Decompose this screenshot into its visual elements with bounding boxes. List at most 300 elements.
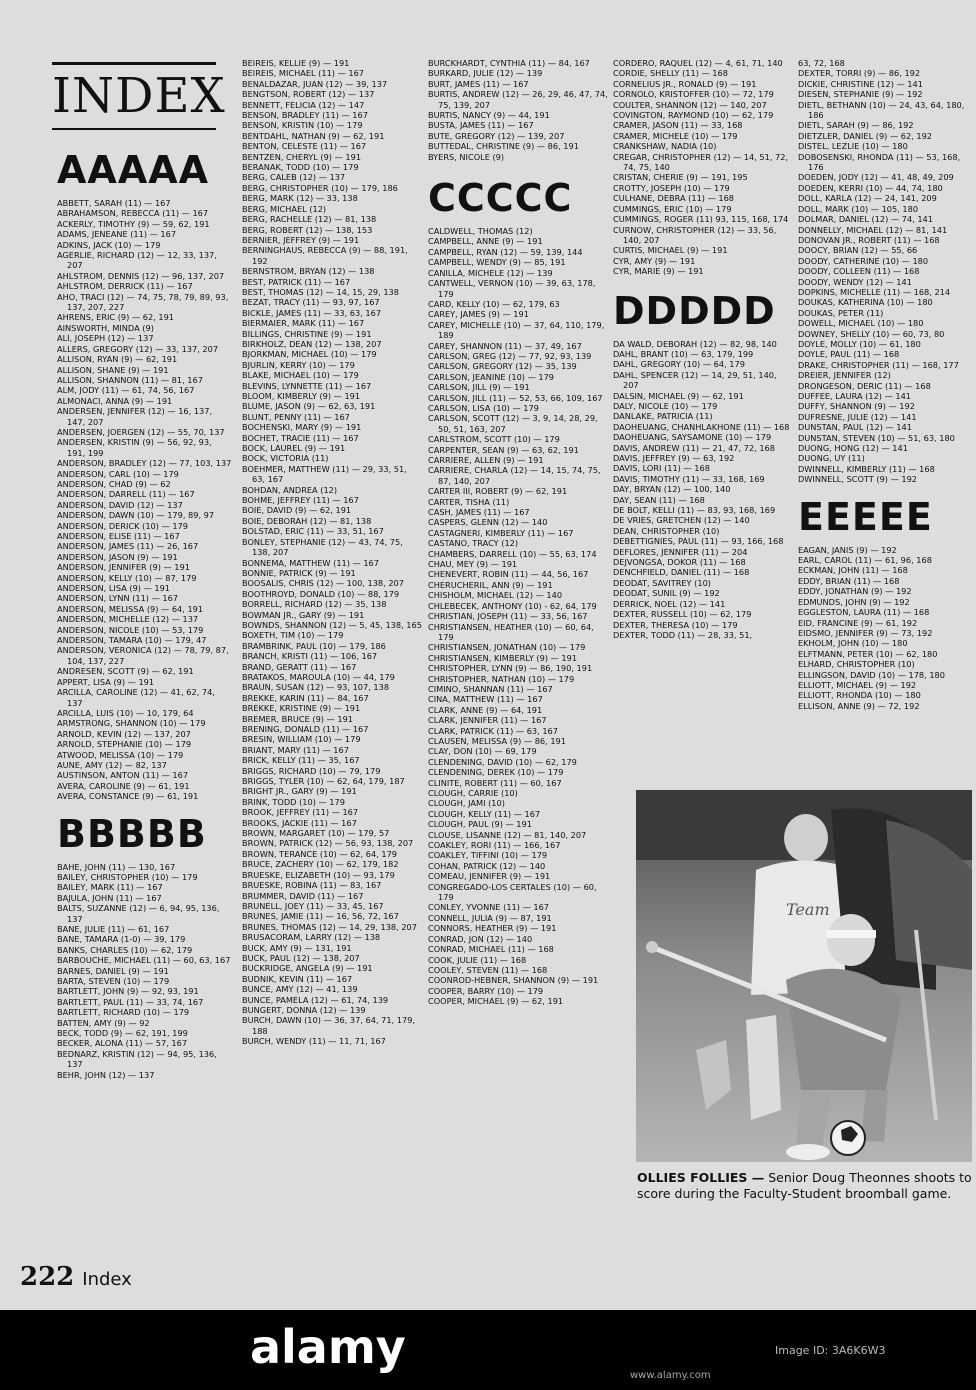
index-entry: BUNCE, AMY (12) — 41, 139 (242, 984, 358, 995)
page-number: 222 (20, 1262, 75, 1292)
index-entry: BROWN, PATRICK (12) — 56, 93, 138, 207 (242, 838, 414, 849)
index-entry: ALLERS, GREGORY (12) — 33, 137, 207 (57, 343, 219, 354)
index-entry: BUCK, PAUL (12) — 138, 207 (242, 952, 360, 963)
index-entry: BARTLETT, PAUL (11) — 33, 74, 167 (57, 996, 204, 1007)
index-entry: BURTIS, NANCY (9) — 44, 191 (428, 110, 550, 121)
index-entry: COAKLEY, RORI (11) — 166, 167 (428, 840, 561, 851)
index-entry: CHAU, MEY (9) — 191 (428, 559, 518, 570)
page-title: INDEX (52, 68, 226, 124)
index-entry: BURCH, DAWN (10) — 36, 37, 64, 71, 179, 188 (242, 1015, 416, 1036)
index-entry: BENTDAHL, NATHAN (9) — 62, 191 (242, 130, 385, 141)
index-entry: CONGREGADO-LOS CERTALES (10) — 60, 179 (428, 881, 597, 903)
index-entry: BEIREIS, KELLIE (9) — 191 (242, 58, 350, 68)
index-entry: BORRELL, RICHARD (12) — 35, 138 (242, 599, 387, 610)
index-entry: ALI, JOSEPH (12) — 137 (57, 333, 154, 344)
index-entry: BENTZEN, CHERYL (9) — 191 (242, 151, 362, 162)
index-entry: DAOHEUANG, SAYSAMONE (10) — 179 (613, 432, 772, 443)
index-entry: BJURLIN, KERRY (10) — 179 (242, 359, 355, 370)
index-entry: DE VRIES, GRETCHEN (12) — 140 (613, 515, 750, 526)
index-entry: CLOUGH, PAUL (9) — 191 (428, 819, 532, 830)
watermark-url: www.alamy.com (630, 1370, 711, 1381)
index-entry: BERG, ROBERT (12) — 138, 153 (242, 224, 373, 235)
index-entry: CARPENTER, SEAN (9) — 63, 62, 191 (428, 444, 579, 455)
index-entry: ANDERSON, NICOLE (10) — 53, 179 (57, 624, 204, 635)
index-entry: DOLL, KARLA (12) — 24, 141, 209 (798, 193, 937, 204)
index-entry: ANDERSON, JASON (9) — 191 (57, 551, 178, 562)
index-entry: ELLISON, ANNE (9) — 72, 192 (798, 700, 920, 711)
section-heading-a: AAAAA (57, 148, 210, 192)
index-entry: BEIREIS, MICHAEL (11) — 167 (242, 68, 365, 79)
index-entry: BECK, TODD (9) — 62, 191, 199 (57, 1028, 188, 1039)
index-entry: CURTIS, MICHAEL (9) — 191 (613, 245, 728, 256)
index-entry: BENNETT, FELICIA (12) — 147 (242, 99, 365, 110)
index-entry: ABRAHAMSON, REBECCA (11) — 167 (57, 208, 209, 219)
index-entry: BOHME, JEFFREY (11) — 167 (242, 495, 359, 506)
index-entry: BERG, CHRISTOPHER (10) — 179, 186 (242, 182, 398, 193)
index-entry: BANKS, CHARLES (10) — 62, 179 (57, 944, 193, 955)
index-entry: DAHL, GREGORY (10) — 64, 179 (613, 359, 745, 370)
index-entry: CARTER III, ROBERT (9) — 62, 191 (428, 486, 568, 497)
index-entry: CANTWELL, VERNON (10) — 39, 63, 178, 179 (428, 278, 596, 299)
index-entry: APPERT, LISA (9) — 191 (57, 676, 155, 687)
index-entry: DICKIE, CHRISTINE (12) — 141 (798, 78, 923, 89)
index-entry: DOYLE, MOLLY (10) — 61, 180 (798, 338, 921, 349)
index-entry: BLEVINS, LYNNETTE (11) — 167 (242, 380, 372, 391)
index-entry: CLOUSE, LISANNE (12) — 81, 140, 207 (428, 829, 587, 840)
index-entry: DOEDEN, KERRI (10) — 44, 74, 180 (798, 182, 943, 193)
index-entry: ANDERSON, JENNIFER (9) — 191 (57, 562, 190, 573)
index-entry: ANDERSON, TAMARA (10) — 179, 47 (57, 635, 207, 646)
index-entry: BEHR, JOHN (12) — 137 (57, 1069, 155, 1080)
entries-b2 (242, 58, 422, 1047)
index-entry: ANDERSON, MICHELLE (12) — 137 (57, 614, 199, 625)
index-entry: ECKMAN, JOHN (11) — 168 (798, 565, 908, 576)
index-entry: DAVIS, ANDREW (11) — 21, 47, 72, 168 (613, 442, 775, 453)
index-entry: BLOOM, KIMBERLY (9) — 191 (242, 391, 361, 401)
index-entry: CIMINO, SHANNAN (11) — 167 (428, 683, 553, 694)
index-entry: BEDNARZ, KRISTIN (12) — 94, 95, 136, 137 (57, 1048, 217, 1070)
index-entry: ANDERSON, BRADLEY (12) — 77, 103, 137 (57, 458, 232, 469)
index-entry: BOOTHROYD, DONALD (10) — 88, 179 (242, 588, 400, 599)
index-entry: BRINK, TODD (10) — 179 (242, 796, 345, 807)
index-entry: ANDERSEN, JENNIFER (12) — 16, 137, 147, 207 (57, 406, 213, 427)
index-entry: BERG, MICHAEL (12) (242, 203, 327, 214)
entries-b3 (428, 58, 608, 162)
index-entry: DOLMAR, DANIEL (12) — 74, 141 (798, 214, 933, 225)
index-entry: BRUNELL, JOEY (11) — 33, 45, 167 (242, 900, 384, 911)
index-entry: CAMPBELL, RYAN (12) — 59, 139, 144 (428, 246, 583, 257)
index-entry: BOCK, VICTORIA (11) (242, 453, 329, 464)
index-entry: BURTIS, ANDREW (12) — 26, 29, 46, 47, 74, 75, 139, 207 (428, 89, 608, 110)
index-entry: AINSWORTH, MINDA (9) (57, 322, 154, 333)
entries-e (798, 545, 976, 712)
index-entry: BENSON, BRADLEY (11) — 167 (242, 110, 368, 121)
index-entry: CHRISTIAN, JOSEPH (11) — 33, 56, 167 (428, 611, 588, 622)
index-entry: DONOVAN JR., ROBERT (11) — 168 (798, 234, 940, 245)
index-entry: BOWMAN JR., GARY (9) — 191 (242, 609, 365, 620)
index-entry: ARMSTRONG, SHANNON (10) — 179 (57, 718, 206, 729)
index-entry: BUNCE, PAMELA (12) — 61, 74, 139 (242, 994, 389, 1005)
index-entry: BOIE, DAVID (9) — 62, 191 (242, 505, 352, 516)
index-entry: CREGAR, CHRISTOPHER (12) — 14, 51, 72, 74, 75, 140 (613, 151, 789, 173)
index-entry: BOCHET, TRACIE (11) — 167 (242, 432, 359, 443)
index-entry: CYR, MARIE (9) — 191 (613, 266, 704, 277)
index-entry: DALSIN, MICHAEL (9) — 62, 191 (613, 390, 744, 401)
index-entry: CORDERO, RAQUEL (12) — 4, 61, 71, 140 (613, 58, 783, 68)
index-entry: DOWELL, MICHAEL (10) — 180 (798, 318, 924, 329)
index-entry: DA WALD, DEBORAH (12) — 82, 98, 140 (613, 338, 777, 349)
index-entry: CHRISTIANSEN, KIMBERLY (9) — 191 (428, 652, 578, 663)
section-heading-b: BBBBB (57, 811, 207, 856)
index-entry: CRISTAN, CHERIE (9) — 191, 195 (613, 172, 748, 183)
index-entry: BARTA, STEVEN (10) — 179 (57, 976, 170, 987)
index-entry: CONNORS, HEATHER (9) — 191 (428, 923, 557, 934)
index-entry: BRUMMER, DAVID (11) — 167 (242, 890, 364, 901)
index-entry: CHERUCHERIL, ANN (9) — 191 (428, 579, 553, 590)
index-entry: BYERS, NICOLE (9) (428, 151, 505, 162)
index-entry: DISTEL, LEZLIE (10) — 180 (798, 141, 908, 152)
index-entry: EARL, CAROL (11) — 61, 96, 168 (798, 555, 932, 566)
index-entry: ANDERSON, KELLY (10) — 87, 179 (57, 572, 197, 583)
index-entry: DOPKINS, MICHELLE (11) — 168, 214 (798, 286, 951, 297)
index-entry: BAHE, JOHN (11) — 130, 167 (57, 861, 176, 872)
index-entry: CHENEVERT, ROBIN (11) — 44, 56, 167 (428, 569, 589, 580)
index-entry: DWINNELL, SCOTT (9) — 192 (798, 474, 918, 485)
index-entry: BALTS, SUZANNE (12) — 6, 94, 95, 136, 137 (57, 903, 220, 924)
index-entry: BOXETH, TIM (10) — 179 (242, 630, 344, 641)
index-entry: BRIANT, MARY (11) — 167 (242, 744, 349, 755)
index-entry: BENGTSON, ROBERT (12) — 137 (242, 89, 375, 100)
index-entry: ANDERSON, DAWN (10) — 179, 89, 97 (57, 510, 215, 521)
index-entry: CLENDENING, DAVID (10) — 62, 179 (428, 756, 577, 767)
index-entry: DOEDEN, JODY (12) — 41, 48, 49, 209 (798, 172, 954, 183)
index-entry: COONROD-HEBNER, SHANNON (9) — 191 (428, 975, 599, 986)
index-entry: EDMUNDS, JOHN (9) — 192 (798, 596, 910, 607)
index-entry: BERNSTROM, BRYAN (12) — 138 (242, 266, 375, 277)
index-entry: EDDY, JONATHAN (9) — 192 (798, 586, 912, 597)
index-entry: DAHL, SPENCER (12) — 14, 29, 51, 140, 207 (613, 369, 777, 391)
index-entry: AHO, TRACI (12) — 74, 75, 78, 79, 89, 93, 137, 207, 227 (57, 291, 229, 313)
index-entry: ADKINS, JACK (10) — 179 (57, 239, 161, 250)
index-entry: BANE, JULIE (11) — 61, 167 (57, 924, 170, 934)
index-entry: BARBOUCHE, MICHAEL (11) — 60, 63, 167 (57, 955, 231, 966)
index-entry: ARNOLD, STEPHANIE (10) — 179 (57, 739, 192, 750)
index-entry: BLUNT, PENNY (11) — 167 (242, 411, 350, 422)
entries-b (57, 862, 232, 1081)
index-entry: ANDERSON, VERONICA (12) — 78, 79, 87, 104, 137, 227 (57, 645, 229, 666)
index-entry: CHRISTIANSEN, HEATHER (10) — 60, 64, 179 (428, 621, 594, 642)
index-entry: BREKKE, KRISTINE (9) — 191 (242, 703, 361, 714)
index-entry: BERANAK, TODD (10) — 179 (242, 162, 359, 173)
index-entry: BOWNDS, SHANNON (12) — 5, 45, 138, 165 (242, 619, 422, 630)
index-entry: CULHANE, DEBRA (11) — 168 (613, 193, 735, 204)
index-entry: AVERA, CAROLINE (9) — 61, 191 (57, 780, 190, 791)
index-entry: COOK, JULIE (11) — 168 (428, 954, 527, 965)
index-entry: BRICK, KELLY (11) — 35, 167 (242, 755, 360, 766)
index-entry: BECKER, ALONA (11) — 57, 167 (57, 1038, 188, 1049)
index-entry: BROWN, MARGARET (10) — 179, 57 (242, 828, 390, 839)
index-entry: BERG, RACHELLE (12) — 81, 138 (242, 214, 377, 225)
index-entry: ATWOOD, MELISSA (10) — 179 (57, 749, 184, 760)
column-5 (798, 58, 976, 711)
index-entry: BLUME, JASON (9) — 62, 63, 191 (242, 401, 376, 412)
index-entry: BRUESKE, ELIZABETH (10) — 93, 179 (242, 869, 395, 880)
index-entry: CHAMBERS, DARRELL (10) — 55, 63, 174 (428, 548, 597, 559)
title-rule-top (52, 62, 216, 65)
index-entry: BRESIN, WILLIAM (10) — 179 (242, 734, 361, 745)
section-heading-d: DDDDD (613, 288, 776, 333)
watermark-logo: alamy (250, 1320, 406, 1374)
index-entry: CALDWELL, THOMAS (12) (428, 226, 533, 237)
watermark-image-id: Image ID: 3A6K6W3 (775, 1344, 886, 1357)
index-entry: BERNINGHAUS, REBECCA (9) — 88, 191, 192 (242, 245, 408, 266)
index-entry: BUTE, GREGORY (12) — 139, 207 (428, 130, 565, 141)
index-entry: CARLSON, JILL (11) — 52, 53, 66, 109, 167 (428, 392, 603, 403)
entries-d (613, 339, 793, 641)
index-entry: AGERLIE, RICHARD (12) — 12, 33, 137, 207 (57, 250, 217, 271)
index-entry: BJORKMAN, MICHAEL (10) — 179 (242, 349, 377, 360)
index-entry: CARTER, TISHA (11) (428, 496, 510, 507)
index-entry: AHRENS, ERIC (9) — 62, 191 (57, 312, 174, 323)
index-entry: ALMONACI, ANNA (9) — 191 (57, 395, 173, 406)
index-entry: BERNIER, JEFFREY (9) — 191 (242, 234, 360, 245)
index-entry: BENSON, KRISTIN (10) — 179 (242, 120, 363, 131)
index-entry: BAILEY, MARK (11) — 167 (57, 882, 163, 893)
page-footer (20, 1262, 132, 1292)
index-entry: DAHL, BRANT (10) — 63, 179, 199 (613, 348, 754, 359)
index-entry: ALLISON, SHANE (9) — 191 (57, 364, 169, 375)
index-entry: AHLSTROM, DERRICK (11) — 167 (57, 281, 193, 292)
index-entry: CASTANO, TRACY (12) (428, 538, 519, 549)
index-entry: DUFFEE, LAURA (12) — 141 (798, 391, 911, 401)
index-entry: BARTLETT, JOHN (9) — 92, 93, 191 (57, 986, 199, 997)
index-entry: DOWNEY, SHELLY (10) — 60, 73, 80 (798, 328, 945, 339)
index-entry: COHAN, PATRICK (12) — 140 (428, 860, 546, 871)
index-entry: ANDERSON, LYNN (11) — 167 (57, 593, 179, 604)
index-entry: CAREY, SHANNON (11) — 37, 49, 167 (428, 340, 582, 351)
index-entry: BERG, CALEB (12) — 137 (242, 172, 346, 183)
index-entry: DUFFY, SHANNON (9) — 192 (798, 401, 915, 412)
index-entry: ARCILLA, LUIS (10) — 10, 179, 64 (57, 707, 194, 718)
index-entry: BICKLE, JAMES (11) — 33, 63, 167 (242, 307, 382, 318)
shirt-text: Team (786, 900, 830, 919)
index-entry: CARLSON, JEANINE (10) — 179 (428, 371, 554, 382)
index-entry: CAMPBELL, ANNE (9) — 191 (428, 236, 543, 247)
index-entry: BEST, THOMAS (12) — 14, 15, 29, 138 (242, 286, 399, 297)
index-entry: DAY, SEAN (11) — 168 (613, 494, 705, 505)
index-entry: BOOSALIS, CHRIS (12) — 100, 138, 207 (242, 578, 404, 589)
index-entry: EDDY, BRIAN (11) — 168 (798, 575, 900, 586)
index-entry: BURT, JAMES (11) — 167 (428, 78, 529, 89)
index-entry: ALLISON, SHANNON (11) — 81, 167 (57, 374, 203, 385)
index-entry: COOPER, MICHAEL (9) — 62, 191 (428, 996, 564, 1007)
index-entry: DEBETTIGNIES, PAUL (11) — 93, 166, 168 (613, 536, 784, 547)
index-entry: BROOK, JEFFREY (11) — 167 (242, 807, 359, 818)
index-entry: BANE, TAMARA (1-0) — 39, 179 (57, 934, 186, 945)
index-entry: CINA, MATTHEW (11) — 167 (428, 694, 543, 705)
index-entry: BRUESKE, ROBINA (11) — 83, 167 (242, 880, 382, 891)
entries-c (428, 226, 608, 1006)
index-entry: CORNELIUS JR., RONALD (9) — 191 (613, 78, 757, 89)
index-entry: CARRIERE, CHARLA (12) — 14, 15, 74, 75, 87, 140, 207 (428, 465, 601, 486)
index-entry: BERG, MARK (12) — 33, 138 (242, 193, 358, 204)
index-entry: CARLSON, SCOTT (12) — 3, 9, 14, 28, 29, 50, 51, 163, 207 (428, 413, 598, 434)
index-entry: BENALDAZAR, JUAN (12) — 39, 137 (242, 78, 388, 89)
index-entry: DUNSTAN, PAUL (12) — 141 (798, 422, 912, 433)
index-entry: EKHOLM, JOHN (10) — 180 (798, 638, 908, 649)
index-entry: CONRAD, JON (12) — 140 (428, 933, 533, 944)
index-entry: COAKLEY, TIFFINI (10) — 179 (428, 850, 548, 861)
index-entry: CARRIERE, ALLEN (9) — 191 (428, 455, 544, 465)
index-entry: ARCILLA, CAROLINE (12) — 41, 62, 74, 137 (57, 687, 215, 708)
index-entry: EAGAN, JANIS (9) — 192 (798, 544, 897, 555)
photo-caption (637, 1170, 975, 1202)
index-entry: AHLSTROM, DENNIS (12) — 96, 137, 207 (57, 270, 225, 281)
caption-title: OLLIES FOLLIES — (637, 1170, 765, 1185)
index-entry: BREKKE, KARIN (11) — 84, 167 (242, 692, 369, 703)
index-entry: CHISHOLM, MICHAEL (12) — 140 (428, 590, 563, 601)
index-entry: BRIGGS, TYLER (10) — 62, 64, 179, 187 (242, 776, 405, 787)
index-entry: CLOUGH, KELLY (11) — 167 (428, 808, 541, 819)
index-entry: DEODAT, SUNIL (9) — 192 (613, 588, 720, 599)
entries-d2 (798, 58, 976, 485)
index-entry: COULTER, SHANNON (12) — 140, 207 (613, 99, 767, 110)
index-entry: DAVIS, JEFFREY (9) — 63, 192 (613, 453, 735, 463)
index-entry: BOLSTAD, ERIC (11) — 33, 51, 167 (242, 526, 384, 537)
index-entry: DAVIS, LORI (11) — 168 (613, 463, 710, 474)
index-entry: CAREY, JAMES (9) — 191 (428, 309, 529, 320)
index-entry: CUMMINGS, ROGER (11) 93, 115, 168, 174 (613, 214, 789, 225)
index-entry: ALLISON, RYAN (9) — 62, 191 (57, 354, 178, 365)
index-entry: BEST, PATRICK (11) — 167 (242, 276, 351, 287)
index-entry: CRAMER, JASON (11) — 33, 168 (613, 120, 743, 131)
index-entry: DEODAT, SAVITREY (10) (613, 577, 711, 588)
index-entry: DOODY, COLLEEN (11) — 168 (798, 266, 920, 277)
index-entry: CHRISTOPHER, NATHAN (10) — 179 (428, 673, 575, 684)
index-entry: BONNEMA, MATTHEW (11) — 167 (242, 557, 379, 568)
index-entry: DIETZLER, DANIEL (9) — 62, 192 (798, 130, 933, 141)
index-entry: DEAN, CHRISTOPHER (10) (613, 525, 720, 536)
index-entry: DREIER, JENNIFER (12) (798, 370, 891, 381)
index-entry: BRENING, DONALD (11) — 167 (242, 724, 369, 734)
index-entry: BLAKE, MICHAEL (10) — 179 (242, 370, 359, 381)
index-entry: DENCHFIELD, DANIEL (11) — 168 (613, 567, 750, 578)
index-entry: DUFRESNE, JULIE (12) — 141 (798, 411, 917, 422)
footer-label: Index (82, 1269, 132, 1290)
index-entry: BUCK, AMY (9) — 131, 191 (242, 942, 352, 953)
index-entry: DIETL, BETHANN (10) — 24, 43, 64, 180, 186 (798, 99, 965, 121)
index-entry: ANDERSON, LISA (9) — 191 (57, 583, 171, 594)
index-entry: ANDERSON, CHAD (9) — 62 (57, 478, 171, 489)
index-entry: CRAMER, MICHELE (10) — 179 (613, 130, 738, 141)
index-entry: BRUNES, JAMIE (11) — 16, 56, 72, 167 (242, 911, 399, 922)
broomball-photo (636, 790, 972, 1162)
index-entry: DEXTER, TODD (11) — 28, 33, 51, (613, 629, 753, 640)
index-entry: DWINNELL, KIMBERLY (11) — 168 (798, 463, 935, 474)
index-entry: CARLSON, GREGORY (12) — 35, 139 (428, 361, 577, 372)
column-4 (613, 58, 793, 640)
index-entry: BRAMBRINK, PAUL (10) — 179, 186 (242, 640, 386, 651)
index-entry: BRATAKOS, MAROULA (10) — 44, 179 (242, 671, 395, 682)
index-entry: CASH, JAMES (11) — 167 (428, 507, 530, 518)
index-entry: CLARK, JENNIFER (11) — 167 (428, 715, 547, 726)
index-entry: CHLEBECEK, ANTHONY (10) - 62, 64, 179 (428, 600, 597, 611)
index-entry: CONRAD, MICHAEL (11) — 168 (428, 944, 554, 955)
index-entry: COOLEY, STEVEN (11) — 168 (428, 964, 548, 975)
index-entry: BRUSACORAM, LARRY (12) — 138 (242, 932, 381, 943)
index-entry: DEXTER, TORRI (9) — 86, 192 (798, 68, 921, 79)
broomball-photo-illustration (636, 790, 972, 1162)
index-entry: CARLSON, GREG (12) — 77, 92, 93, 139 (428, 350, 592, 361)
index-entry: DANLAKE, PATRICIA (11) (613, 411, 713, 422)
index-entry: BRUCE, ZACHERY (10) — 62, 179, 182 (242, 859, 399, 870)
index-entry: AUNE, AMY (12) — 82, 137 (57, 759, 167, 770)
index-entry: CLINITE, ROBERT (11) — 60, 167 (428, 777, 562, 788)
index-entry: CANILLA, MICHELE (12) — 139 (428, 267, 553, 278)
index-entry: CLARK, ANNE (9) — 64, 191 (428, 704, 543, 715)
index-entry: ELFTMANN, PETER (10) — 62, 180 (798, 648, 938, 659)
index-entry: BRIGHT JR., GARY (9) — 191 (242, 786, 357, 797)
index-entry: CONNELL, JULIA (9) — 87, 191 (428, 912, 552, 923)
index-entry: DUONG, HONG (12) — 141 (798, 443, 908, 454)
caption-text: Senior Doug Theonnes shoots to score during the Faculty-Student broomball game. (637, 1170, 972, 1201)
index-entry: CLARK, PATRICK (11) — 63, 167 (428, 725, 558, 736)
index-entry: BOCK, LAUREL (9) — 191 (242, 443, 346, 454)
index-entry: DAVIS, TIMOTHY (11) — 33, 168, 169 (613, 473, 765, 484)
index-entry: DUNSTAN, STEVEN (10) — 51, 63, 180 (798, 432, 955, 443)
index-entry: ANDERSON, DERICK (10) — 179 (57, 520, 188, 531)
index-entry: AVERA, CONSTANCE (9) — 61, 191 (57, 791, 199, 802)
index-entry: CLOUGH, CARRIE (10) (428, 788, 518, 798)
index-entry: COMEAU, JENNIFER (9) — 191 (428, 871, 551, 882)
index-entry: BOCHENSKI, MARY (9) — 191 (242, 422, 362, 433)
column-2 (242, 58, 422, 1047)
index-entry: CLAY, DON (10) — 69, 179 (428, 746, 537, 757)
index-entry: BEZAT, TRACY (11) — 93, 97, 167 (242, 297, 380, 308)
index-entry: CLAUSEN, MELISSA (9) — 86, 191 (428, 735, 566, 746)
index-entry: ANDERSEN, KRISTIN (9) — 56, 92, 93, 191, 199 (57, 437, 212, 458)
index-entry: BOIE, DEBORAH (12) — 81, 138 (242, 515, 372, 526)
index-entry: DUONG, UY (11) (798, 453, 865, 464)
index-entry: BREMER, BRUCE (9) — 191 (242, 713, 354, 724)
index-entry: EID, FRANCINE (9) — 61, 192 (798, 617, 918, 628)
index-entry: ELLINGSON, DAVID (10) — 178, 180 (798, 669, 945, 680)
index-entry: CHRISTIANSEN, JONATHAN (10) — 179 (428, 642, 586, 653)
index-entry: BUDNIK, KEVIN (11) — 167 (242, 973, 353, 984)
index-entry: BAJULA, JOHN (11) — 167 (57, 892, 162, 903)
index-entry: DIESEN, STEPHANIE (9) — 192 (798, 89, 923, 100)
index-entry: BURKARD, JULIE (12) — 139 (428, 68, 543, 79)
index-entry: DOBOSENSKI, RHONDA (11) — 53, 168, 176 (798, 151, 961, 173)
index-entry: BRAUN, SUSAN (12) — 93, 107, 138 (242, 682, 390, 693)
index-entry: CUMMINGS, ERIC (10) — 179 (613, 203, 732, 214)
index-entry: CORNOLO, KRISTOFFER (10) — 72, 179 (613, 89, 774, 100)
index-entry: ANDERSON, JAMES (11) — 26, 167 (57, 541, 199, 552)
index-entry: BRIGGS, RICHARD (10) — 79, 179 (242, 765, 381, 776)
index-entry: CHRISTOPHER, LYNN (9) — 86, 190, 191 (428, 663, 593, 674)
index-entry: DONNELLY, MICHAEL (12) — 81, 141 (798, 224, 948, 235)
index-entry: CONLEY, YVONNE (11) — 167 (428, 902, 549, 913)
entries-a (57, 198, 232, 802)
index-entry: CRANKSHAW, NADIA (10) (613, 141, 717, 152)
index-entry: DRONGESON, DERIC (11) — 168 (798, 380, 931, 391)
column-3 (428, 58, 608, 1007)
index-entry: DEXTER, THERESA (10) — 179 (613, 619, 738, 630)
index-entry: CARLSON, JILL (9) — 191 (428, 382, 530, 393)
section-heading-c: CCCCC (428, 176, 573, 221)
index-entry: DOYLE, PAUL (11) — 168 (798, 349, 900, 360)
index-entry: BURCKHARDT, CYNTHIA (11) — 84, 167 (428, 58, 590, 68)
